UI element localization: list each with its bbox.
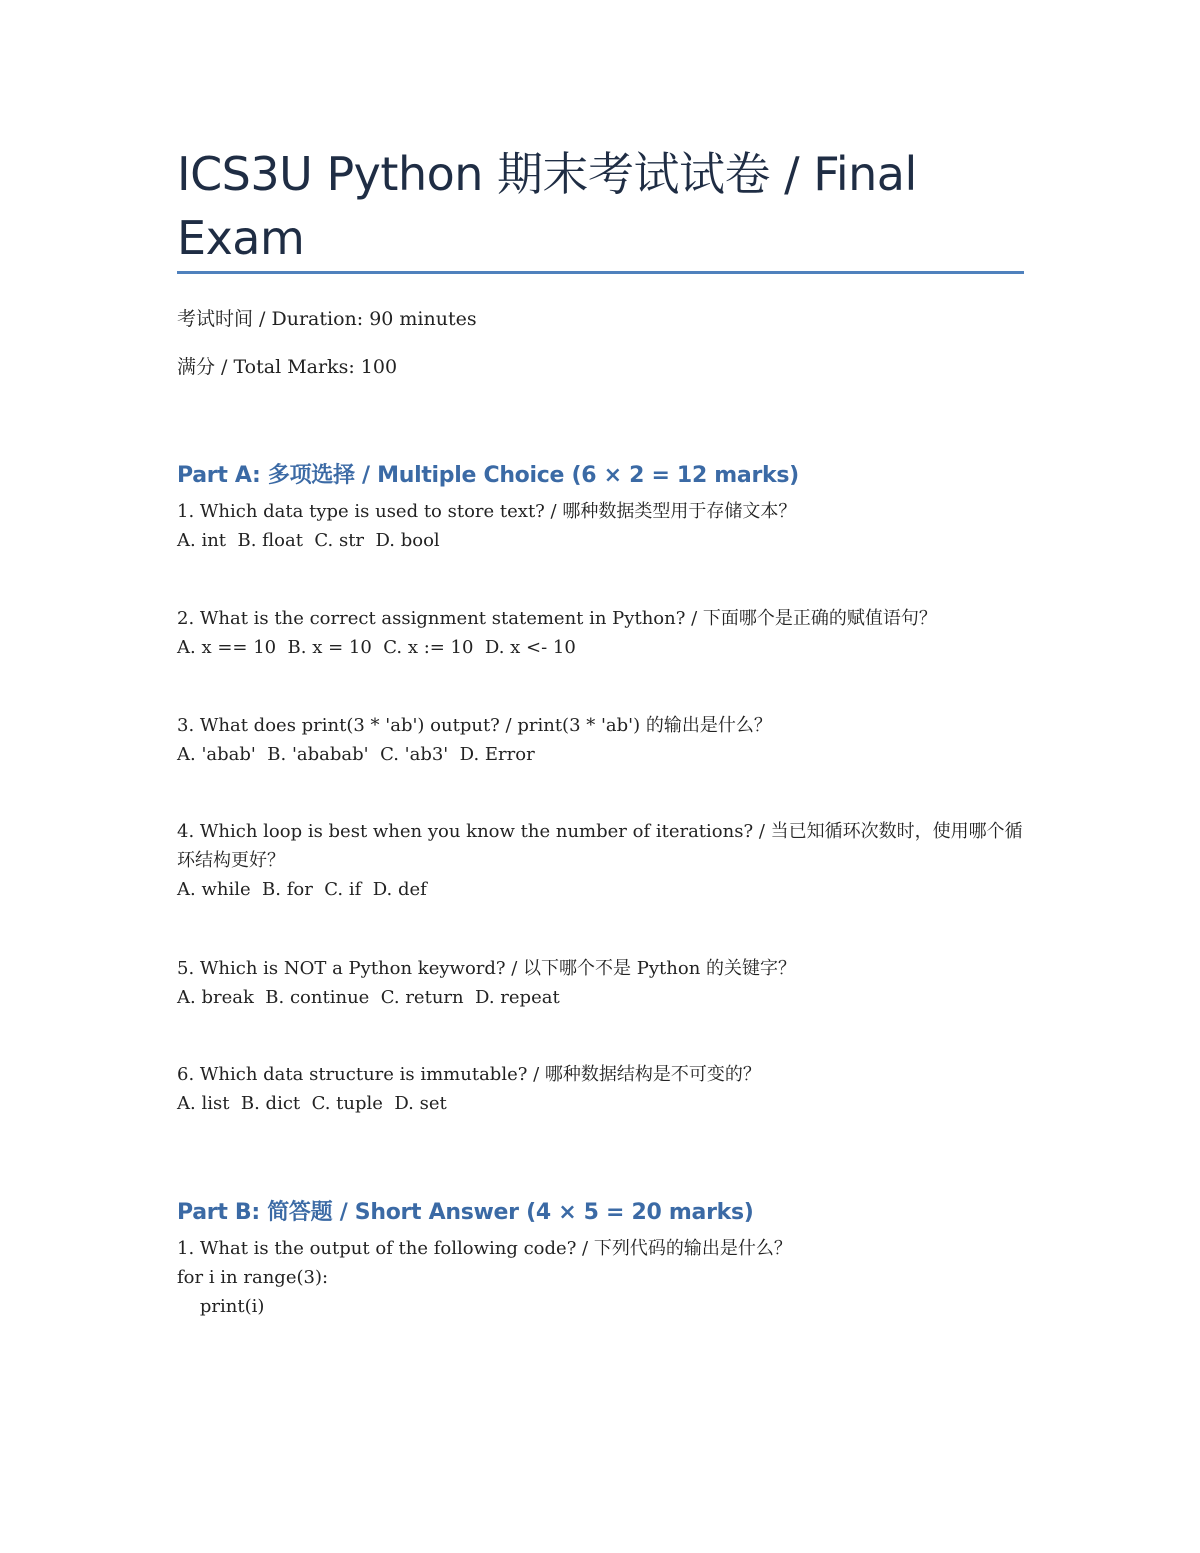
part-b-heading: Part B: 简答题 / Short Answer (4 × 5 = 20 marks)	[177, 1200, 754, 1225]
question-text: 6. Which data structure is immutable? / 哪种数据结构是不可变的？	[177, 1064, 761, 1085]
question-options: A. list B. dict C. tuple D. set	[177, 1093, 447, 1114]
question-text: 4. Which loop is best when you know the number of iterations? / 当已知循环次数时，使用哪个循环结构更好？	[177, 821, 1023, 871]
part-a-heading: Part A: 多项选择 / Multiple Choice (6 × 2 = 12 marks)	[177, 463, 799, 488]
question-b1	[177, 1234, 1024, 1321]
question-text: 5. Which is NOT a Python keyword? / 以下哪个不是 Python 的关键字？	[177, 958, 797, 979]
question-options: A. x == 10 B. x = 10 C. x := 10 D. x <- 10	[177, 637, 576, 658]
question-a6	[177, 1060, 1024, 1118]
exam-total-marks: 满分 / Total Marks: 100	[177, 356, 398, 378]
question-options: A. int B. float C. str D. bool	[177, 530, 440, 551]
question-options: A. while B. for C. if D. def	[177, 879, 427, 900]
exam-title: ICS3U Python 期末考试试卷 / Final Exam	[177, 147, 917, 265]
question-a4	[177, 817, 1024, 904]
question-text: 1. Which data type is used to store text? / 哪种数据类型用于存储文本？	[177, 501, 797, 522]
code-line: for i in range(3):	[177, 1267, 329, 1288]
question-text: 1. What is the output of the following code? / 下列代码的输出是什么？	[177, 1238, 792, 1259]
question-text: 3. What does print(3 * 'ab') output? / print(3 * 'ab') 的输出是什么？	[177, 715, 772, 736]
title-underline	[177, 271, 1024, 274]
exam-duration: 考试时间 / Duration: 90 minutes	[177, 308, 477, 330]
question-a5	[177, 954, 1024, 1012]
code-line: print(i)	[177, 1296, 265, 1317]
question-options: A. 'abab' B. 'ababab' C. 'ab3' D. Error	[177, 744, 535, 765]
question-a2	[177, 604, 1024, 662]
question-text: 2. What is the correct assignment statement in Python? / 下面哪个是正确的赋值语句？	[177, 608, 937, 629]
question-a3	[177, 711, 1024, 769]
question-options: A. break B. continue C. return D. repeat	[177, 987, 560, 1008]
question-a1	[177, 497, 1024, 555]
